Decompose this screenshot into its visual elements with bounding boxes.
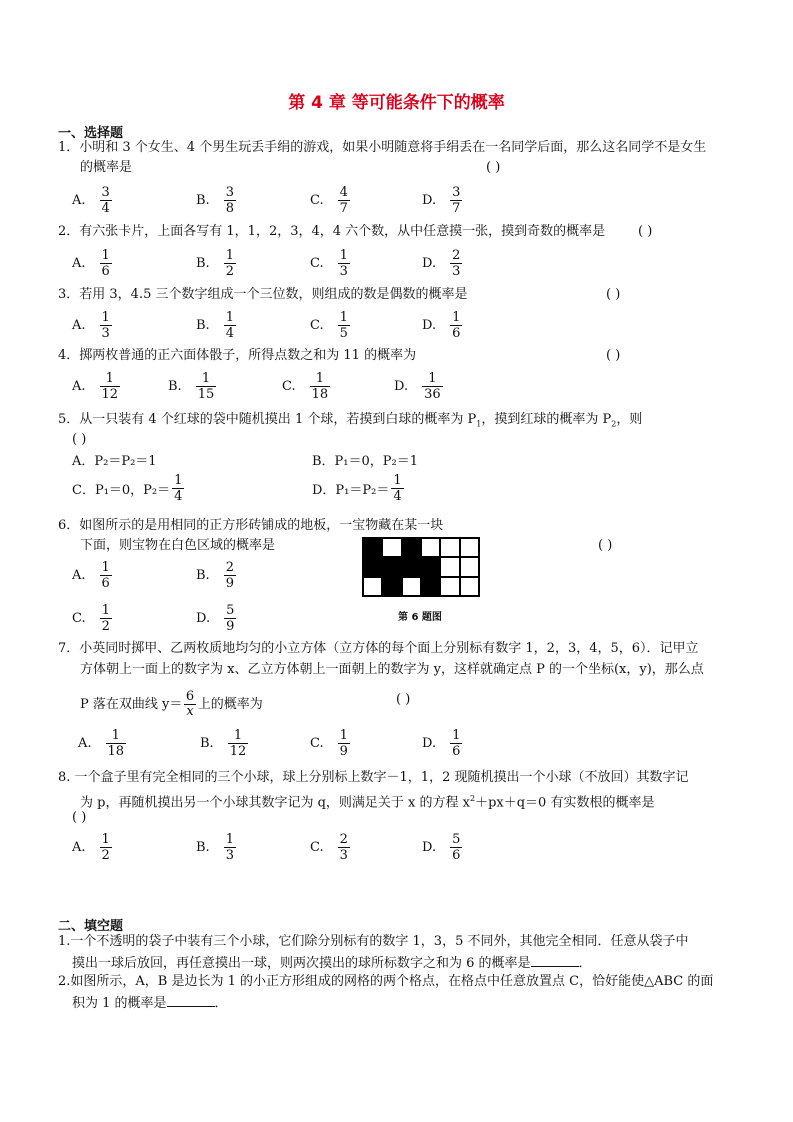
fraction-denominator: 6 <box>101 264 110 279</box>
black-tile <box>402 538 421 557</box>
fraction-denominator: 3 <box>339 848 348 863</box>
fraction-numerator: 1 <box>339 310 348 325</box>
q2-option-fraction <box>450 248 462 279</box>
q1-option-label: A. <box>72 193 86 208</box>
q8-option-fraction <box>450 832 462 863</box>
q7-hyperbola-fraction <box>184 690 195 719</box>
q8-option-label: D. <box>422 840 437 855</box>
q4-option-d <box>394 371 443 402</box>
q6-option-fraction <box>224 560 236 591</box>
q2-option-label: D. <box>422 256 437 271</box>
q1-option-b <box>196 185 236 216</box>
q1-option-c <box>310 185 350 216</box>
q3-option-label: A. <box>72 318 86 333</box>
q5-text-line1 <box>58 412 642 433</box>
fraction-numerator: 1 <box>339 248 348 263</box>
q7-answer-paren: ( ) <box>396 692 411 707</box>
black-tile <box>382 557 401 576</box>
q7-fraction-denominator: x <box>186 704 194 719</box>
black-tile <box>421 577 440 596</box>
fraction-numerator: 1 <box>101 560 110 575</box>
q7-option-c <box>310 728 350 759</box>
q8-option-c <box>310 832 350 863</box>
q3-option-fraction <box>100 310 112 341</box>
fraction-denominator: 36 <box>424 387 441 402</box>
q7-option-fraction <box>228 728 249 759</box>
q2-option-c <box>310 248 350 279</box>
q8-text-line2 <box>80 791 654 811</box>
f1-text-line2 <box>72 954 592 972</box>
q7-option-b <box>200 728 248 759</box>
q3-option-fraction <box>224 310 236 341</box>
fraction-denominator: 6 <box>101 576 110 591</box>
q5-sub-2: 2 <box>611 419 617 429</box>
q6-option-d <box>196 603 236 634</box>
fraction-numerator: 2 <box>452 248 461 263</box>
white-tile <box>460 557 479 576</box>
q2-answer-paren: ( ) <box>638 224 653 239</box>
q7-option-a <box>78 728 126 759</box>
q5-text-part-b: ，摸到红球的概率为 P <box>481 412 612 427</box>
fraction-denominator: 8 <box>225 201 234 216</box>
q4-option-label: C. <box>282 379 296 394</box>
fraction-numerator: 1 <box>201 371 211 386</box>
white-tile <box>421 538 440 557</box>
q6-tile-grid-figure <box>362 537 480 597</box>
fraction-denominator: 6 <box>452 848 461 863</box>
f2-text-line2 <box>72 994 228 1012</box>
q4-option-label: D. <box>394 379 409 394</box>
fraction-numerator: 1 <box>101 832 110 847</box>
q2-option-b <box>196 248 236 279</box>
q8-text-line1: 8. 一个盒子里有完全相同的三个小球，球上分别标上数字－1，1，2 现随机摸出一个小球（不放回）其数字记 <box>58 770 689 785</box>
q6-option-fraction <box>100 603 112 634</box>
white-tile <box>460 538 479 557</box>
q4-option-fraction <box>100 371 121 402</box>
q7-option-label: B. <box>200 736 214 751</box>
page-title: 第 4 章 等可能条件下的概率 <box>288 93 505 113</box>
q3-option-label: B. <box>196 318 210 333</box>
fraction-numerator: 1 <box>452 310 461 325</box>
fraction-numerator: 1 <box>225 310 234 325</box>
q8-option-a <box>72 832 112 863</box>
q6-text-line1: 6．如图所示的是用相同的正方形砖铺成的地板，一宝物藏在某一块 <box>58 518 444 533</box>
q8-option-fraction <box>100 832 112 863</box>
q5-option-d-text: D．P₁＝P₂＝ <box>312 483 390 498</box>
fraction-denominator: 2 <box>225 264 234 279</box>
black-tile <box>363 538 382 557</box>
fraction-numerator: 1 <box>452 728 461 743</box>
q2-option-fraction <box>338 248 350 279</box>
f2-text-part-a: 积为 1 的概率是 <box>72 996 167 1011</box>
q5-text-part-a: 5．从一只装有 4 个红球的袋中随机摸出 1 个球，若摸到白球的概率为 P <box>58 412 477 427</box>
black-tile <box>402 557 421 576</box>
fraction-denominator: 3 <box>225 848 234 863</box>
q5-c-denominator: 4 <box>174 489 183 504</box>
fraction-denominator: 9 <box>339 744 348 759</box>
white-tile <box>440 577 459 596</box>
q6-option-fraction <box>100 560 112 591</box>
fraction-numerator: 1 <box>101 310 110 325</box>
q1-option-label: D. <box>422 193 437 208</box>
q2-text-line1: 2．有六张卡片，上面各写有 1，1，2，3，4，4 六个数，从中任意摸一张，摸到奇数的概率是 <box>58 224 606 239</box>
q2-option-fraction <box>224 248 236 279</box>
fraction-numerator: 4 <box>339 185 348 200</box>
fraction-numerator: 5 <box>452 832 461 847</box>
f2-text-part-b: ． <box>214 996 228 1011</box>
q4-answer-paren: ( ) <box>606 348 621 363</box>
fraction-numerator: 1 <box>225 832 234 847</box>
fraction-numerator: 3 <box>225 185 234 200</box>
fraction-numerator: 1 <box>339 728 348 743</box>
q4-option-c <box>282 371 330 402</box>
q7-option-label: D. <box>422 736 437 751</box>
q5-option-c-fraction <box>172 473 184 504</box>
fraction-numerator: 1 <box>105 371 114 386</box>
q8-option-fraction <box>338 832 350 863</box>
q1-text-line1: 1．小明和 3 个女生、4 个男生玩丢手绢的游戏，如果小明随意将手绢丢在一名同学后面，那么这名同学不是女生 <box>58 140 707 155</box>
fraction-numerator: 3 <box>452 185 461 200</box>
q8-superscript: 2 <box>469 794 476 803</box>
fraction-denominator: 18 <box>107 744 125 759</box>
q7-option-label: A. <box>78 736 92 751</box>
q1-option-label: B. <box>196 193 210 208</box>
q7-text-line2: 方体朝上一面上的数字为 x、乙立方体朝上一面朝上的数字为 y，这样就确定点 P 的一个坐标(x，y)，那么点 <box>80 662 704 677</box>
q8-option-label: B. <box>196 840 210 855</box>
q5-c-numerator: 1 <box>174 473 183 488</box>
q5-option-c-text: C．P₁＝0，P₂＝ <box>72 483 171 498</box>
q5-option-d <box>312 473 404 504</box>
q1-option-a <box>72 185 112 216</box>
fraction-numerator: 1 <box>101 603 110 618</box>
q7-text-line1: 7．小英同时掷甲、乙两枚质地均匀的小立方体（立方体的每个面上分别标有数字 1，2，3，4，5，6）．记甲立 <box>58 641 699 656</box>
q4-option-fraction <box>196 371 217 402</box>
q8-text-part-b: ＋px＋q＝0 有实数根的概率是 <box>475 795 655 811</box>
q1-option-d <box>422 185 462 216</box>
q7-option-fraction <box>338 728 350 759</box>
f1-answer-blank[interactable] <box>531 954 579 967</box>
fraction-numerator: 1 <box>233 728 243 743</box>
q3-option-d <box>422 310 462 341</box>
f1-text-line1: 1.一个不透明的袋子中装有三个小球，它们除分别标有的数字 1，3，5 不同外，其他完全相同．任意从袋子中 <box>58 934 689 949</box>
q8-option-label: C. <box>310 840 324 855</box>
q2-option-label: A. <box>72 256 86 271</box>
q6-option-a <box>72 560 112 591</box>
white-tile <box>382 538 401 557</box>
q2-option-label: B. <box>196 256 210 271</box>
q6-answer-paren: ( ) <box>598 538 613 553</box>
q4-option-fraction <box>422 371 443 402</box>
f2-text-line1: 2.如图所示，A，B 是边长为 1 的小正方形组成的网格的两个格点，在格点中任意放置点 C，恰好能使△ABC 的面 <box>58 974 714 989</box>
q1-option-label: C. <box>310 193 324 208</box>
q3-option-b <box>196 310 236 341</box>
q6-option-c <box>72 603 112 634</box>
q7-text-line3 <box>80 690 263 719</box>
q3-text-line1: 3．若用 3，4.5 三个数字组成一个三位数，则组成的数是偶数的概率是 <box>58 287 468 302</box>
black-tile <box>421 557 440 576</box>
q6-figure-caption: 第 6 题图 <box>398 612 442 623</box>
fraction-numerator: 2 <box>339 832 348 847</box>
black-tile <box>363 557 382 576</box>
fraction-numerator: 1 <box>111 728 120 743</box>
q1-option-fraction <box>224 185 236 216</box>
q8-option-d <box>422 832 462 863</box>
section-fill-heading: 二、填空题 <box>58 919 124 934</box>
fraction-denominator: 9 <box>225 576 234 591</box>
fraction-denominator: 4 <box>101 201 110 216</box>
q7-text-part-a: P 落在双曲线 y＝ <box>80 696 183 712</box>
q1-option-fraction <box>450 185 462 216</box>
fraction-denominator: 2 <box>101 619 110 634</box>
fraction-numerator: 3 <box>101 185 110 200</box>
fraction-denominator: 6 <box>452 744 461 759</box>
fraction-denominator: 3 <box>339 264 348 279</box>
q5-d-numerator: 1 <box>393 473 402 488</box>
q1-option-fraction <box>338 185 350 216</box>
section-choice-heading: 一、选择题 <box>58 126 124 141</box>
fraction-numerator: 5 <box>226 603 235 618</box>
q6-option-label: B. <box>196 568 210 583</box>
q5-option-d-fraction <box>391 473 403 504</box>
q6-option-label: A. <box>72 568 86 583</box>
q7-option-label: C. <box>310 736 324 751</box>
q8-option-fraction <box>224 832 236 863</box>
q7-text-part-b: 上的概率为 <box>197 696 263 712</box>
q6-option-b <box>196 560 236 591</box>
q3-answer-paren: ( ) <box>606 287 621 302</box>
q5-option-b: B．P₁＝0，P₂＝1 <box>312 454 419 469</box>
q6-text-line2: 下面，则宝物在白色区域的概率是 <box>80 538 276 553</box>
q3-option-fraction <box>338 310 350 341</box>
q3-option-label: C. <box>310 318 324 333</box>
q8-option-label: A. <box>72 840 86 855</box>
q4-text-line1: 4．掷两枚普通的正六面体骰子，所得点数之和为 11 的概率为 <box>58 348 417 363</box>
q5-option-c <box>72 473 184 504</box>
q2-option-a <box>72 248 112 279</box>
fraction-denominator: 9 <box>226 619 235 634</box>
fraction-denominator: 18 <box>311 387 329 402</box>
q5-sub-1: 1 <box>476 419 482 429</box>
fraction-denominator: 4 <box>225 326 234 341</box>
q3-option-c <box>310 310 350 341</box>
white-tile <box>460 577 479 596</box>
fraction-numerator: 2 <box>225 560 234 575</box>
fraction-denominator: 3 <box>452 264 461 279</box>
q6-option-fraction <box>224 603 236 634</box>
q4-option-fraction <box>310 371 331 402</box>
q7-option-fraction <box>106 728 127 759</box>
fraction-denominator: 5 <box>339 326 348 341</box>
q7-option-fraction <box>450 728 462 759</box>
fraction-numerator: 1 <box>428 371 437 386</box>
q3-option-label: D. <box>422 318 437 333</box>
f1-text-part-a: 摸出一球后放回，再任意摸出一球，则两次摸出的球所标数字之和为 6 的概率是 <box>72 956 531 971</box>
white-tile <box>440 538 459 557</box>
white-tile <box>363 577 382 596</box>
q4-option-b <box>168 371 216 402</box>
q5-text-part-c: ，则 <box>616 412 643 427</box>
q8-answer-paren: ( ) <box>72 810 87 825</box>
fraction-denominator: 2 <box>101 848 110 863</box>
fraction-denominator: 7 <box>339 201 348 216</box>
q7-option-d <box>422 728 462 759</box>
q2-option-label: C. <box>310 256 324 271</box>
f2-answer-blank[interactable] <box>167 994 215 1007</box>
q1-option-fraction <box>100 185 112 216</box>
q6-option-label: D. <box>196 611 211 626</box>
q4-option-label: B. <box>168 379 182 394</box>
fraction-denominator: 12 <box>101 387 119 402</box>
fraction-denominator: 6 <box>452 326 461 341</box>
white-tile <box>440 557 459 576</box>
q3-option-a <box>72 310 112 341</box>
q3-option-fraction <box>450 310 462 341</box>
q7-fraction-numerator: 6 <box>185 689 195 704</box>
fraction-denominator: 15 <box>197 387 215 402</box>
fraction-numerator: 1 <box>225 248 234 263</box>
black-tile <box>382 577 401 596</box>
q1-answer-paren: ( ) <box>486 160 501 175</box>
q5-answer-paren: ( ) <box>72 432 87 447</box>
q8-option-b <box>196 832 236 863</box>
q5-d-denominator: 4 <box>393 489 402 504</box>
fraction-numerator: 1 <box>315 371 325 386</box>
fraction-denominator: 12 <box>229 744 247 759</box>
fraction-denominator: 3 <box>101 326 110 341</box>
q5-option-a: A．P₂＝P₂＝1 <box>72 454 157 469</box>
f1-text-part-b: ． <box>578 956 592 971</box>
q4-option-a <box>72 371 120 402</box>
q2-option-fraction <box>100 248 112 279</box>
q2-option-d <box>422 248 462 279</box>
q6-option-label: C. <box>72 611 86 626</box>
white-tile <box>402 577 421 596</box>
q4-option-label: A. <box>72 379 86 394</box>
fraction-denominator: 7 <box>452 201 461 216</box>
q8-text-part-a: 为 p，再随机摸出另一个小球其数字记为 q，则满足关于 x 的方程 x <box>80 795 470 811</box>
fraction-numerator: 1 <box>101 248 110 263</box>
q1-text-line2: 的概率是 <box>80 160 133 175</box>
